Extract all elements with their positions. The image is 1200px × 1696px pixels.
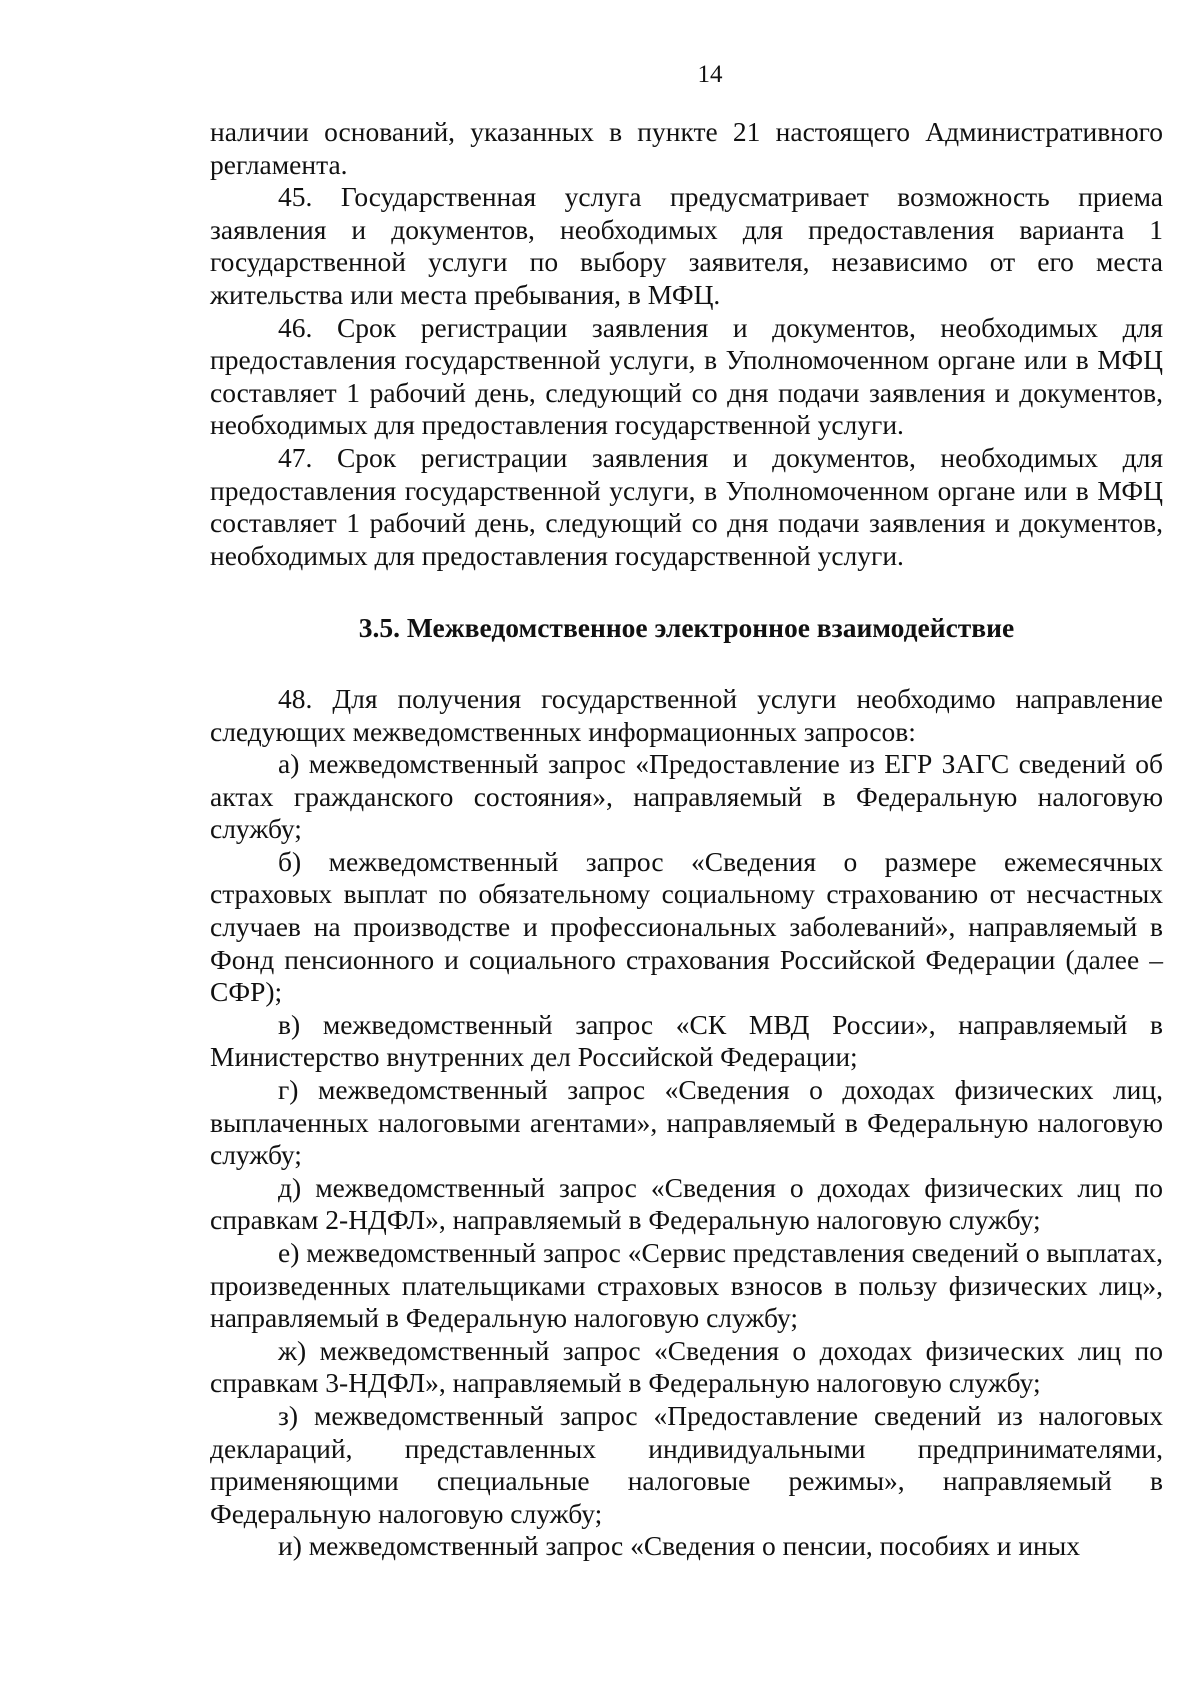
section-heading: 3.5. Межведомственное электронное взаимодействие [358, 612, 1015, 644]
list-item-v: в) межведомственный запрос «СК МВД России», направляемый в Министерство внутренних дел Российской Федерации; [210, 1008, 1163, 1073]
paragraph-48: 48. Для получения государственной услуги необходимо направление следующих межведомственных информационных запросов: [210, 682, 1163, 747]
list-item-zh: ж) межведомственный запрос «Сведения о доходах физических лиц по справкам 3-НДФЛ», направляемый в Федеральную налоговую службу; [210, 1334, 1163, 1399]
list-item-a: а) межведомственный запрос «Предоставление из ЕГР ЗАГС сведений об актах гражданского состояния», направляемый в Федеральную налоговую службу; [210, 748, 1163, 845]
paragraph-continuation: наличии оснований, указанных в пункте 21 настоящего Административного регламента. [210, 116, 1163, 180]
page-number: 14 [697, 61, 723, 88]
list-item-g: г) межведомственный запрос «Сведения о доходах физических лиц, выплаченных налоговыми агентами», направляемый в Федеральную налоговую службу; [210, 1074, 1163, 1171]
list-item-e: е) межведомственный запрос «Сервис представления сведений о выплатах, произведенных плательщиками страховых взносов в пользу физических лиц», направляемый в Федеральную налоговую службу; [210, 1237, 1163, 1334]
list-item-d: д) межведомственный запрос «Сведения о доходах физических лиц по справкам 2-НДФЛ», направляемый в Федеральную налоговую службу; [210, 1171, 1163, 1236]
list-item-i: и) межведомственный запрос «Сведения о пенсии, пособиях и иных [278, 1530, 1080, 1562]
list-item-z: з) межведомственный запрос «Предоставление сведений из налоговых деклараций, представленных индивидуальными предпринимателями, применяющими специальные налоговые режимы», направляемый в Федеральную налоговую службу; [210, 1399, 1163, 1529]
paragraph-47: 47. Срок регистрации заявления и документов, необходимых для предоставления государственной услуги, в Уполномоченном органе или в МФЦ составляет 1 рабочий день, следующий со дня подачи заявления и документов, необходимых для предоставления государственной услуги. [210, 441, 1163, 571]
document-body [210, 116, 1163, 1563]
list-item-b: б) межведомственный запрос «Сведения о размере ежемесячных страховых выплат по обязательному социальному страхованию от несчастных случаев на производстве и профессиональных заболеваний», направляемый в Фонд пенсионного и социального страхования Российской Федерации (далее – СФР); [210, 845, 1163, 1008]
paragraph-46: 46. Срок регистрации заявления и документов, необходимых для предоставления государственной услуги, в Уполномоченном органе или в МФЦ составляет 1 рабочий день, следующий со дня подачи заявления и документов, необходимых для предоставления государственной услуги. [210, 311, 1163, 441]
paragraph-45: 45. Государственная услуга предусматривает возможность приема заявления и документов, необходимых для предоставления варианта 1 государственной услуги по выбору заявителя, независимо от его места жительства или места пребывания, в МФЦ. [210, 181, 1163, 310]
